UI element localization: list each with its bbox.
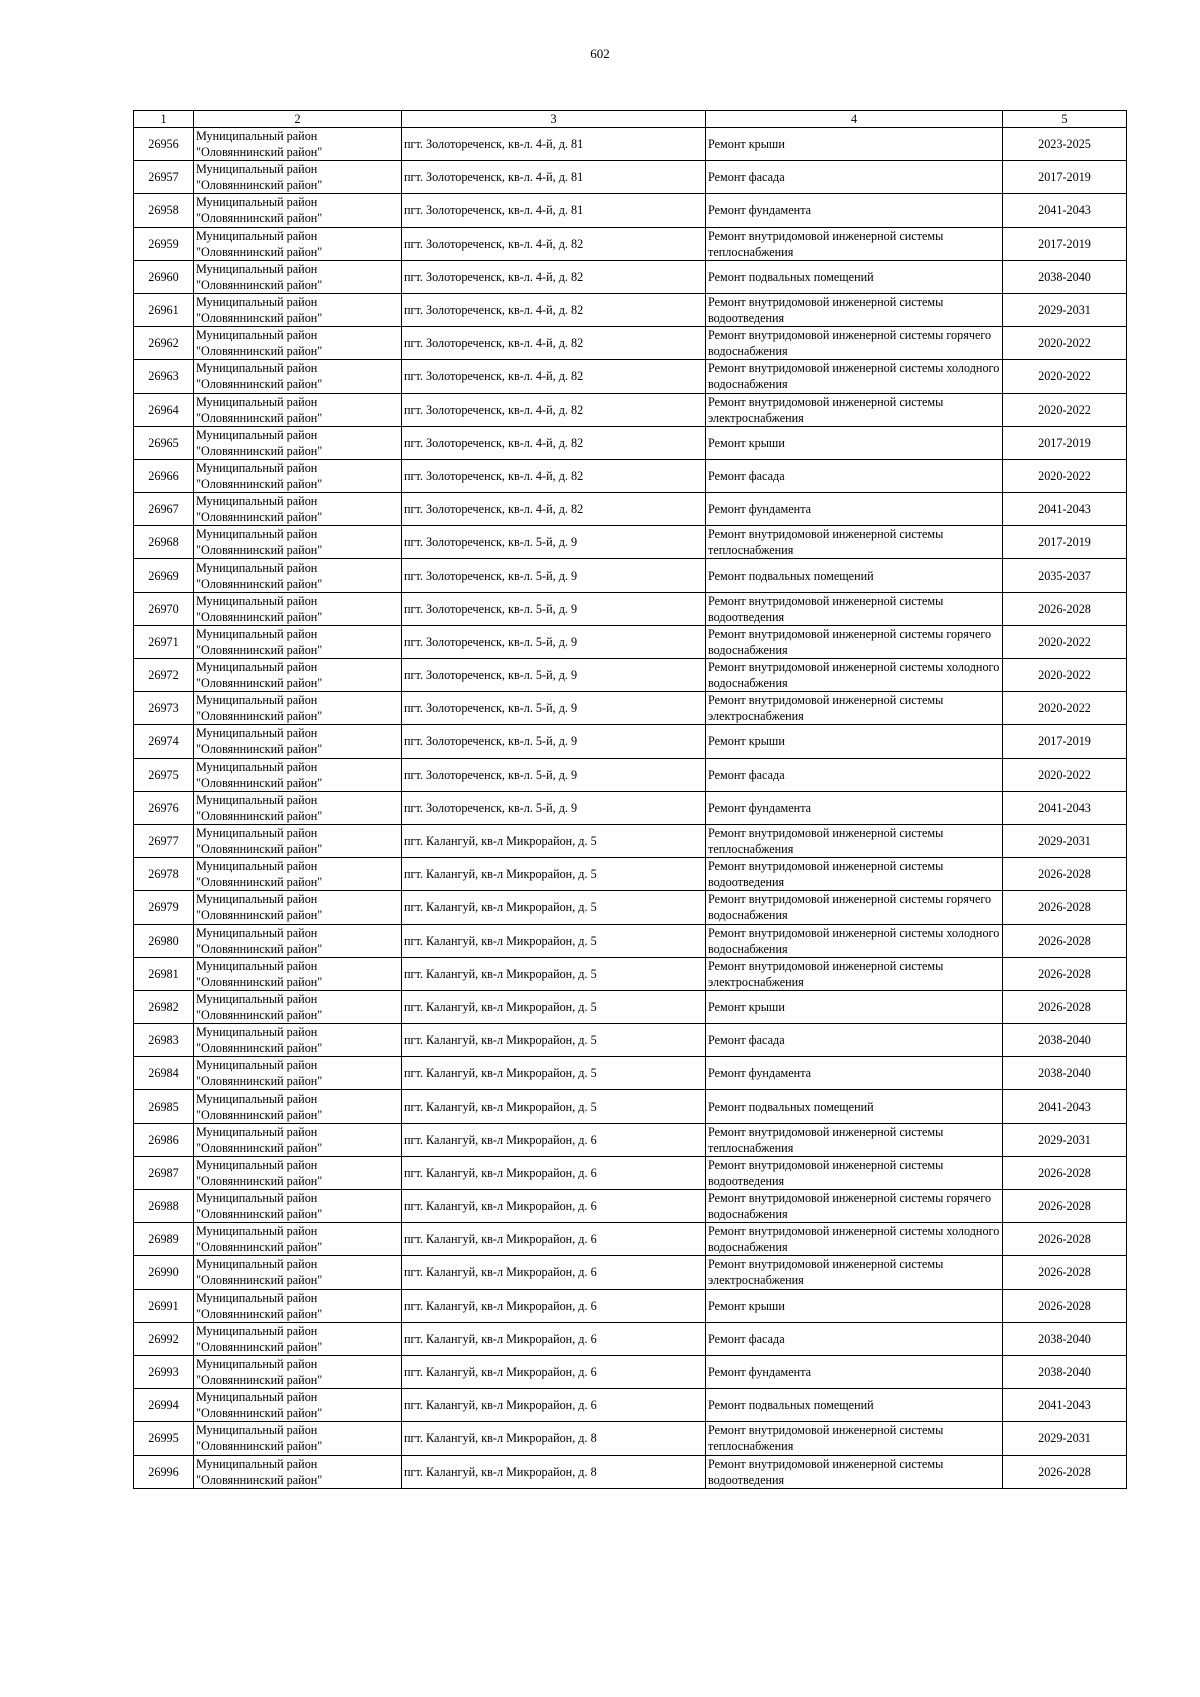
work-type-cell: Ремонт фундамента [706,791,1003,824]
municipality-cell: Муниципальный район "Оловяннинский район" [194,1223,402,1256]
table-row [134,459,1127,492]
repair-schedule-table [133,110,1127,1489]
address-cell: пгт. Золотореченск, кв-л. 5-й, д. 9 [402,592,706,625]
period-cell: 2020-2022 [1003,393,1127,426]
municipality-cell: Муниципальный район "Оловяннинский район" [194,1123,402,1156]
column-header-3: 3 [402,111,706,128]
work-type-cell: Ремонт внутридомовой инженерной системы электроснабжения [706,957,1003,990]
municipality-cell: Муниципальный район "Оловяннинский район" [194,493,402,526]
table-row [134,227,1127,260]
table-row [134,493,1127,526]
work-type-cell: Ремонт фундамента [706,1057,1003,1090]
table-row [134,194,1127,227]
period-cell: 2017-2019 [1003,526,1127,559]
work-type-cell: Ремонт внутридомовой инженерной системы водоотведения [706,858,1003,891]
municipality-cell: Муниципальный район "Оловяннинский район" [194,1024,402,1057]
column-header-5: 5 [1003,111,1127,128]
row-number-cell: 26957 [134,161,194,194]
municipality-cell: Муниципальный район "Оловяннинский район" [194,891,402,924]
municipality-cell: Муниципальный район "Оловяннинский район" [194,725,402,758]
work-type-cell: Ремонт внутридомовой инженерной системы горячего водоснабжения [706,891,1003,924]
period-cell: 2041-2043 [1003,791,1127,824]
row-number-cell: 26976 [134,791,194,824]
municipality-cell: Муниципальный район "Оловяннинский район" [194,1090,402,1123]
row-number-cell: 26956 [134,128,194,161]
period-cell: 2023-2025 [1003,128,1127,161]
address-cell: пгт. Калангуй, кв-л Микрорайон, д. 5 [402,1057,706,1090]
row-number-cell: 26981 [134,957,194,990]
work-type-cell: Ремонт фундамента [706,194,1003,227]
work-type-cell: Ремонт внутридомовой инженерной системы холодного водоснабжения [706,659,1003,692]
address-cell: пгт. Золотореченск, кв-л. 5-й, д. 9 [402,526,706,559]
address-cell: пгт. Золотореченск, кв-л. 4-й, д. 82 [402,426,706,459]
table-row [134,957,1127,990]
work-type-cell: Ремонт фундамента [706,493,1003,526]
work-type-cell: Ремонт крыши [706,426,1003,459]
period-cell: 2026-2028 [1003,924,1127,957]
municipality-cell: Муниципальный район "Оловяннинский район" [194,1322,402,1355]
municipality-cell: Муниципальный район "Оловяннинский район" [194,293,402,326]
period-cell: 2038-2040 [1003,1057,1127,1090]
period-cell: 2029-2031 [1003,293,1127,326]
table-row [134,1322,1127,1355]
table-row [134,692,1127,725]
row-number-cell: 26972 [134,659,194,692]
row-number-cell: 26996 [134,1455,194,1488]
row-number-cell: 26960 [134,260,194,293]
address-cell: пгт. Золотореченск, кв-л. 4-й, д. 82 [402,493,706,526]
municipality-cell: Муниципальный район "Оловяннинский район" [194,128,402,161]
address-cell: пгт. Калангуй, кв-л Микрорайон, д. 5 [402,1090,706,1123]
period-cell: 2017-2019 [1003,161,1127,194]
row-number-cell: 26993 [134,1355,194,1388]
work-type-cell: Ремонт крыши [706,128,1003,161]
work-type-cell: Ремонт внутридомовой инженерной системы водоотведения [706,293,1003,326]
table-row [134,360,1127,393]
row-number-cell: 26963 [134,360,194,393]
table-row [134,260,1127,293]
row-number-cell: 26959 [134,227,194,260]
period-cell: 2026-2028 [1003,1223,1127,1256]
municipality-cell: Муниципальный район "Оловяннинский район" [194,1389,402,1422]
municipality-cell: Муниципальный район "Оловяннинский район" [194,1455,402,1488]
table-row [134,592,1127,625]
work-type-cell: Ремонт крыши [706,725,1003,758]
address-cell: пгт. Золотореченск, кв-л. 4-й, д. 82 [402,327,706,360]
municipality-cell: Муниципальный район "Оловяннинский район" [194,559,402,592]
row-number-cell: 26961 [134,293,194,326]
row-number-cell: 26970 [134,592,194,625]
row-number-cell: 26967 [134,493,194,526]
address-cell: пгт. Калангуй, кв-л Микрорайон, д. 8 [402,1455,706,1488]
address-cell: пгт. Калангуй, кв-л Микрорайон, д. 6 [402,1156,706,1189]
work-type-cell: Ремонт внутридомовой инженерной системы электроснабжения [706,1256,1003,1289]
municipality-cell: Муниципальный район "Оловяннинский район" [194,327,402,360]
period-cell: 2026-2028 [1003,891,1127,924]
address-cell: пгт. Золотореченск, кв-л. 5-й, д. 9 [402,758,706,791]
table-row [134,725,1127,758]
address-cell: пгт. Калангуй, кв-л Микрорайон, д. 6 [402,1123,706,1156]
municipality-cell: Муниципальный район "Оловяннинский район" [194,990,402,1023]
work-type-cell: Ремонт фасада [706,1322,1003,1355]
row-number-cell: 26983 [134,1024,194,1057]
period-cell: 2041-2043 [1003,493,1127,526]
row-number-cell: 26958 [134,194,194,227]
municipality-cell: Муниципальный район "Оловяннинский район" [194,360,402,393]
work-type-cell: Ремонт внутридомовой инженерной системы водоотведения [706,1156,1003,1189]
municipality-cell: Муниципальный район "Оловяннинский район" [194,625,402,658]
row-number-cell: 26966 [134,459,194,492]
row-number-cell: 26986 [134,1123,194,1156]
municipality-cell: Муниципальный район "Оловяннинский район" [194,1289,402,1322]
table-row [134,758,1127,791]
table-row [134,1090,1127,1123]
period-cell: 2020-2022 [1003,692,1127,725]
period-cell: 2038-2040 [1003,1024,1127,1057]
table-row [134,990,1127,1023]
period-cell: 2020-2022 [1003,459,1127,492]
column-header-4: 4 [706,111,1003,128]
table-row [134,293,1127,326]
address-cell: пгт. Калангуй, кв-л Микрорайон, д. 5 [402,891,706,924]
row-number-cell: 26964 [134,393,194,426]
period-cell: 2020-2022 [1003,659,1127,692]
work-type-cell: Ремонт внутридомовой инженерной системы холодного водоснабжения [706,360,1003,393]
municipality-cell: Муниципальный район "Оловяннинский район" [194,824,402,857]
municipality-cell: Муниципальный район "Оловяннинский район" [194,858,402,891]
municipality-cell: Муниципальный район "Оловяннинский район" [194,260,402,293]
work-type-cell: Ремонт подвальных помещений [706,1090,1003,1123]
address-cell: пгт. Калангуй, кв-л Микрорайон, д. 6 [402,1322,706,1355]
address-cell: пгт. Калангуй, кв-л Микрорайон, д. 5 [402,924,706,957]
table-row [134,1289,1127,1322]
row-number-cell: 26971 [134,625,194,658]
municipality-cell: Муниципальный район "Оловяннинский район" [194,1190,402,1223]
municipality-cell: Муниципальный район "Оловяннинский район" [194,194,402,227]
period-cell: 2026-2028 [1003,858,1127,891]
address-cell: пгт. Калангуй, кв-л Микрорайон, д. 6 [402,1289,706,1322]
address-cell: пгт. Калангуй, кв-л Микрорайон, д. 6 [402,1223,706,1256]
work-type-cell: Ремонт внутридомовой инженерной системы горячего водоснабжения [706,1190,1003,1223]
work-type-cell: Ремонт подвальных помещений [706,260,1003,293]
row-number-cell: 26992 [134,1322,194,1355]
work-type-cell: Ремонт фасада [706,459,1003,492]
row-number-cell: 26974 [134,725,194,758]
period-cell: 2029-2031 [1003,1123,1127,1156]
row-number-cell: 26969 [134,559,194,592]
address-cell: пгт. Золотореченск, кв-л. 5-й, д. 9 [402,725,706,758]
period-cell: 2038-2040 [1003,1355,1127,1388]
period-cell: 2026-2028 [1003,1455,1127,1488]
work-type-cell: Ремонт фундамента [706,1355,1003,1388]
work-type-cell: Ремонт фасада [706,161,1003,194]
row-number-cell: 26979 [134,891,194,924]
address-cell: пгт. Калангуй, кв-л Микрорайон, д. 8 [402,1422,706,1455]
address-cell: пгт. Калангуй, кв-л Микрорайон, д. 6 [402,1190,706,1223]
municipality-cell: Муниципальный район "Оловяннинский район" [194,227,402,260]
table-row [134,1223,1127,1256]
municipality-cell: Муниципальный район "Оловяннинский район" [194,161,402,194]
address-cell: пгт. Калангуй, кв-л Микрорайон, д. 6 [402,1256,706,1289]
period-cell: 2026-2028 [1003,1289,1127,1322]
table-row [134,791,1127,824]
table-row [134,1389,1127,1422]
row-number-cell: 26995 [134,1422,194,1455]
address-cell: пгт. Калангуй, кв-л Микрорайон, д. 5 [402,824,706,857]
table-row [134,1355,1127,1388]
address-cell: пгт. Калангуй, кв-л Микрорайон, д. 5 [402,1024,706,1057]
table-row [134,1190,1127,1223]
address-cell: пгт. Золотореченск, кв-л. 5-й, д. 9 [402,659,706,692]
municipality-cell: Муниципальный район "Оловяннинский район" [194,758,402,791]
period-cell: 2017-2019 [1003,227,1127,260]
header-row [134,111,1127,128]
work-type-cell: Ремонт фасада [706,758,1003,791]
municipality-cell: Муниципальный район "Оловяннинский район" [194,1057,402,1090]
address-cell: пгт. Золотореченск, кв-л. 4-й, д. 81 [402,161,706,194]
row-number-cell: 26977 [134,824,194,857]
period-cell: 2026-2028 [1003,1256,1127,1289]
row-number-cell: 26989 [134,1223,194,1256]
municipality-cell: Муниципальный район "Оловяннинский район" [194,924,402,957]
work-type-cell: Ремонт внутридомовой инженерной системы электроснабжения [706,393,1003,426]
period-cell: 2035-2037 [1003,559,1127,592]
municipality-cell: Муниципальный район "Оловяннинский район" [194,592,402,625]
period-cell: 2026-2028 [1003,1190,1127,1223]
address-cell: пгт. Золотореченск, кв-л. 4-й, д. 82 [402,260,706,293]
period-cell: 2017-2019 [1003,725,1127,758]
table-row [134,327,1127,360]
work-type-cell: Ремонт внутридомовой инженерной системы теплоснабжения [706,526,1003,559]
period-cell: 2020-2022 [1003,327,1127,360]
table-row [134,526,1127,559]
address-cell: пгт. Золотореченск, кв-л. 4-й, д. 81 [402,194,706,227]
table-row [134,1057,1127,1090]
municipality-cell: Муниципальный район "Оловяннинский район" [194,526,402,559]
work-type-cell: Ремонт внутридомовой инженерной системы теплоснабжения [706,1123,1003,1156]
table-row [134,128,1127,161]
work-type-cell: Ремонт крыши [706,990,1003,1023]
period-cell: 2017-2019 [1003,426,1127,459]
period-cell: 2020-2022 [1003,360,1127,393]
address-cell: пгт. Калангуй, кв-л Микрорайон, д. 6 [402,1389,706,1422]
period-cell: 2029-2031 [1003,1422,1127,1455]
period-cell: 2026-2028 [1003,1156,1127,1189]
municipality-cell: Муниципальный район "Оловяннинский район" [194,1256,402,1289]
page-number: 602 [590,46,610,61]
table-row [134,1256,1127,1289]
row-number-cell: 26990 [134,1256,194,1289]
row-number-cell: 26975 [134,758,194,791]
row-number-cell: 26965 [134,426,194,459]
work-type-cell: Ремонт внутридомовой инженерной системы холодного водоснабжения [706,924,1003,957]
address-cell: пгт. Золотореченск, кв-л. 4-й, д. 82 [402,360,706,393]
address-cell: пгт. Золотореченск, кв-л. 4-й, д. 82 [402,227,706,260]
municipality-cell: Муниципальный район "Оловяннинский район" [194,692,402,725]
table-row [134,161,1127,194]
address-cell: пгт. Калангуй, кв-л Микрорайон, д. 5 [402,858,706,891]
table-row [134,858,1127,891]
period-cell: 2020-2022 [1003,758,1127,791]
work-type-cell: Ремонт подвальных помещений [706,1389,1003,1422]
table-header [134,111,1127,128]
address-cell: пгт. Золотореченск, кв-л. 4-й, д. 82 [402,293,706,326]
period-cell: 2026-2028 [1003,592,1127,625]
period-cell: 2041-2043 [1003,194,1127,227]
table-row [134,1455,1127,1488]
row-number-cell: 26991 [134,1289,194,1322]
municipality-cell: Муниципальный район "Оловяннинский район" [194,1422,402,1455]
municipality-cell: Муниципальный район "Оловяннинский район" [194,459,402,492]
work-type-cell: Ремонт подвальных помещений [706,559,1003,592]
table-row [134,393,1127,426]
address-cell: пгт. Золотореченск, кв-л. 4-й, д. 82 [402,393,706,426]
address-cell: пгт. Золотореченск, кв-л. 5-й, д. 9 [402,559,706,592]
address-cell: пгт. Золотореченск, кв-л. 4-й, д. 82 [402,459,706,492]
table-row [134,625,1127,658]
address-cell: пгт. Золотореченск, кв-л. 5-й, д. 9 [402,791,706,824]
address-cell: пгт. Калангуй, кв-л Микрорайон, д. 5 [402,990,706,1023]
municipality-cell: Муниципальный район "Оловяннинский район" [194,1355,402,1388]
address-cell: пгт. Золотореченск, кв-л. 5-й, д. 9 [402,692,706,725]
work-type-cell: Ремонт внутридомовой инженерной системы холодного водоснабжения [706,1223,1003,1256]
table-row [134,659,1127,692]
work-type-cell: Ремонт внутридомовой инженерной системы водоотведения [706,1455,1003,1488]
row-number-cell: 26973 [134,692,194,725]
table-row [134,559,1127,592]
period-cell: 2038-2040 [1003,260,1127,293]
period-cell: 2020-2022 [1003,625,1127,658]
work-type-cell: Ремонт внутридомовой инженерной системы теплоснабжения [706,824,1003,857]
municipality-cell: Муниципальный район "Оловяннинский район" [194,791,402,824]
work-type-cell: Ремонт внутридомовой инженерной системы водоотведения [706,592,1003,625]
table-row [134,1024,1127,1057]
work-type-cell: Ремонт внутридомовой инженерной системы горячего водоснабжения [706,625,1003,658]
table-row [134,1422,1127,1455]
work-type-cell: Ремонт внутридомовой инженерной системы теплоснабжения [706,227,1003,260]
row-number-cell: 26980 [134,924,194,957]
work-type-cell: Ремонт фасада [706,1024,1003,1057]
period-cell: 2041-2043 [1003,1389,1127,1422]
work-type-cell: Ремонт внутридомовой инженерной системы электроснабжения [706,692,1003,725]
table-row [134,426,1127,459]
table-body [134,128,1127,1489]
table-row [134,924,1127,957]
address-cell: пгт. Калангуй, кв-л Микрорайон, д. 6 [402,1355,706,1388]
table-row [134,1156,1127,1189]
work-type-cell: Ремонт внутридомовой инженерной системы теплоснабжения [706,1422,1003,1455]
row-number-cell: 26978 [134,858,194,891]
address-cell: пгт. Золотореченск, кв-л. 4-й, д. 81 [402,128,706,161]
table-row [134,1123,1127,1156]
municipality-cell: Муниципальный район "Оловяннинский район" [194,426,402,459]
work-type-cell: Ремонт крыши [706,1289,1003,1322]
table-row [134,824,1127,857]
row-number-cell: 26962 [134,327,194,360]
municipality-cell: Муниципальный район "Оловяннинский район" [194,659,402,692]
column-header-2: 2 [194,111,402,128]
period-cell: 2026-2028 [1003,957,1127,990]
row-number-cell: 26985 [134,1090,194,1123]
address-cell: пгт. Золотореченск, кв-л. 5-й, д. 9 [402,625,706,658]
period-cell: 2038-2040 [1003,1322,1127,1355]
row-number-cell: 26982 [134,990,194,1023]
municipality-cell: Муниципальный район "Оловяннинский район" [194,1156,402,1189]
row-number-cell: 26987 [134,1156,194,1189]
table-row [134,891,1127,924]
work-type-cell: Ремонт внутридомовой инженерной системы горячего водоснабжения [706,327,1003,360]
address-cell: пгт. Калангуй, кв-л Микрорайон, д. 5 [402,957,706,990]
column-header-1: 1 [134,111,194,128]
row-number-cell: 26988 [134,1190,194,1223]
municipality-cell: Муниципальный район "Оловяннинский район" [194,393,402,426]
period-cell: 2041-2043 [1003,1090,1127,1123]
municipality-cell: Муниципальный район "Оловяннинский район" [194,957,402,990]
period-cell: 2029-2031 [1003,824,1127,857]
row-number-cell: 26994 [134,1389,194,1422]
row-number-cell: 26984 [134,1057,194,1090]
period-cell: 2026-2028 [1003,990,1127,1023]
row-number-cell: 26968 [134,526,194,559]
